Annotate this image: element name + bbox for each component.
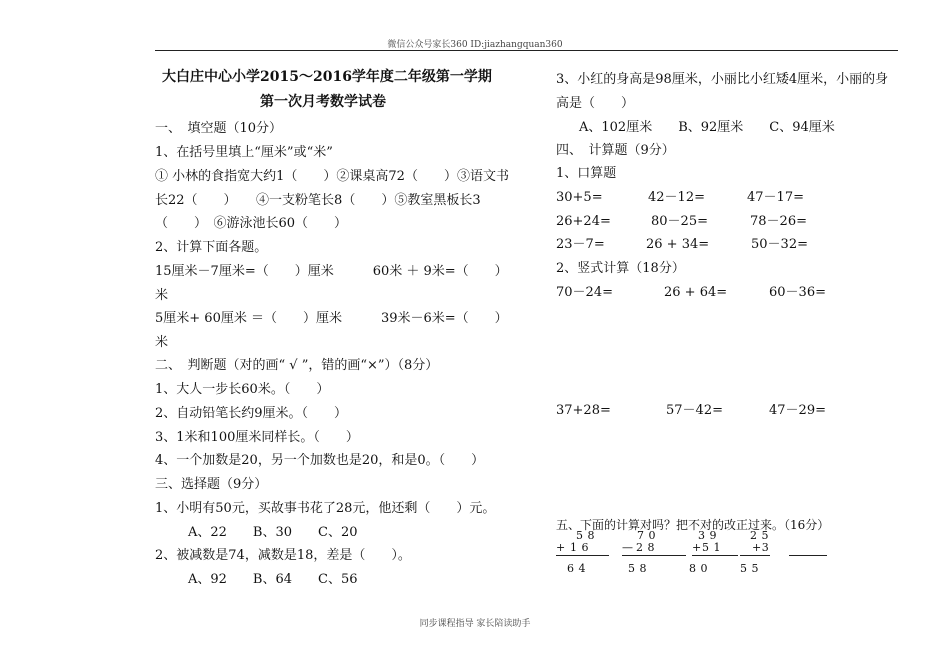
oral-item: 26+24= xyxy=(556,214,611,229)
oral-item: 80－25= xyxy=(651,214,708,229)
judge-item-1: 1、大人一步长60米。（ ） xyxy=(155,382,330,397)
oral-item: 23－7= xyxy=(556,237,605,252)
fill-q2-line2: 5厘米+ 60厘米 ＝（ ）厘米 39米－6米=（ ） xyxy=(155,311,508,326)
oral-item: 78－26= xyxy=(750,214,807,229)
check-1-op: + xyxy=(556,541,566,554)
check-2-line xyxy=(622,555,686,556)
check-4-result: 5 5 xyxy=(740,562,759,575)
exam-title-line2: 第一次月考数学试卷 xyxy=(260,94,386,110)
oral-item: 26 + 34= xyxy=(646,237,710,252)
fill-q1-line1: ① 小林的食指宽大约1（ ）②课桌高72（ ）③语文书 xyxy=(155,169,509,184)
check-1-result: 6 4 xyxy=(567,562,586,575)
choice-q3-options: A、102厘米 B、92厘米 C、94厘米 xyxy=(579,120,835,135)
judge-item-2: 2、自动铅笔长约9厘米。（ ） xyxy=(155,406,348,421)
fill-q2-line1: 15厘米－7厘米=（ ）厘米 60米 ＋ 9米=（ ） xyxy=(155,264,508,279)
page-footer: 同步课程指导 家长陪读助手 xyxy=(419,619,531,629)
fill-q1-line2: 长22（ ） ④一支粉笔长8（ ）⑤教室黑板长3 xyxy=(155,193,481,208)
section-5-heading: 五、下面的计算对吗？把不对的改正过来。（16分） xyxy=(556,518,830,532)
choice-q3-line2: 高是（ ） xyxy=(556,96,635,111)
fill-q1-heading: 1、在括号里填上“厘米”或“米” xyxy=(155,145,333,160)
check-3-top: 3 9 xyxy=(698,529,717,542)
section-3-heading: 三、选择题（9分） xyxy=(155,477,268,492)
choice-q3-line1: 3、小红的身高是98厘米，小丽比小红矮4厘米，小丽的身 xyxy=(556,72,889,87)
section-4-heading: 四、 计算题（9分） xyxy=(556,143,675,158)
choice-q2: 2、被减数是74，减数是18，差是（ ）。 xyxy=(155,548,411,563)
check-3-result: 8 0 xyxy=(689,562,708,575)
exam-title-line1: 大白庄中心小学2015～2016学年度二年级第一学期 xyxy=(162,69,492,85)
page-header: 微信公众号家长360 ID:jiazhangquan360 xyxy=(387,40,563,50)
section-1-heading: 一、 填空题（10分） xyxy=(155,121,283,136)
vertical-item: 37+28= xyxy=(556,403,611,418)
judge-item-3: 3、1米和100厘米同样长。（ ） xyxy=(155,430,359,445)
vertical-item: 47－29= xyxy=(769,403,826,418)
choice-q1: 1、小明有50元，买故事书花了28元，他还剩（ ）元。 xyxy=(155,501,496,516)
oral-item: 42－12= xyxy=(648,190,705,205)
vertical-calc-heading: 2、竖式计算（18分） xyxy=(556,261,685,276)
check-3-line xyxy=(692,555,738,556)
check-1-bottom: 1 6 xyxy=(570,541,589,554)
vertical-item: 70－24= xyxy=(556,285,613,300)
check-4-bottom: +3 xyxy=(752,541,770,554)
check-2-op: — xyxy=(622,541,634,554)
fill-q2-line2-cont: 米 xyxy=(155,335,169,350)
check-2-top: 7 0 xyxy=(637,529,656,542)
judge-item-4: 4、一个加数是20，另一个加数也是20，和是0。（ ） xyxy=(155,453,485,468)
check-3-bottom: 5 1 xyxy=(702,541,721,554)
section-2-heading: 二、 判断题（对的画“ √ ”，错的画“×”）（8分） xyxy=(155,358,439,373)
fill-q2-heading: 2、计算下面各题。 xyxy=(155,240,268,255)
check-1-line xyxy=(556,555,609,556)
fill-q2-line1-cont: 米 xyxy=(155,288,169,303)
check-3-op: + xyxy=(692,541,702,554)
vertical-item: 60－36= xyxy=(769,285,826,300)
vertical-item: 57－42= xyxy=(666,403,723,418)
choice-q2-options: A、92 B、64 C、56 xyxy=(188,572,358,587)
oral-item: 50－32= xyxy=(751,237,808,252)
check-2-bottom: 2 8 xyxy=(636,541,655,554)
oral-calc-heading: 1、口算题 xyxy=(556,166,617,181)
oral-item: 47－17= xyxy=(747,190,804,205)
vertical-item: 26 + 64= xyxy=(664,285,728,300)
choice-q1-options: A、22 B、30 C、20 xyxy=(188,525,358,540)
check-4-line xyxy=(740,555,770,556)
check-extra-line xyxy=(789,555,827,556)
fill-q1-line3: （ ） ⑥游泳池长60（ ） xyxy=(155,216,348,231)
header-rule xyxy=(155,50,898,51)
oral-item: 30+5= xyxy=(556,190,603,205)
check-4-top: 2 5 xyxy=(750,529,769,542)
check-1-top: 5 8 xyxy=(576,529,595,542)
check-2-result: 5 8 xyxy=(628,562,647,575)
